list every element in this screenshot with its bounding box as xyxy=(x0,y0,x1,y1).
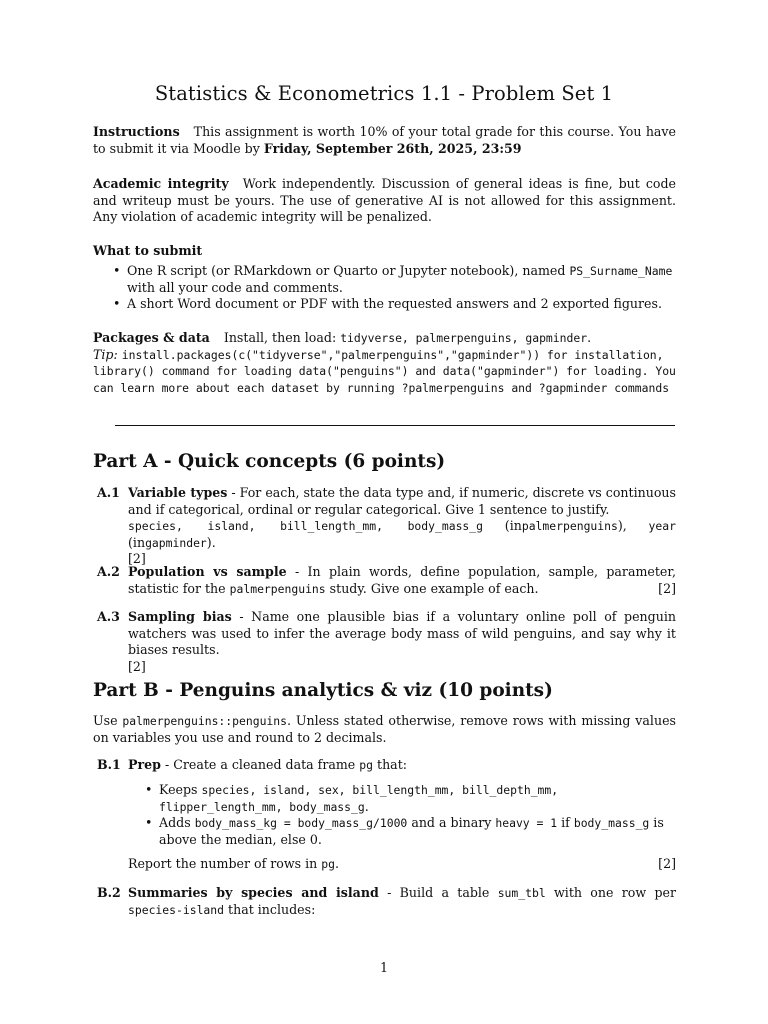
b1-list xyxy=(145,782,676,848)
b1-report-end: . xyxy=(334,856,339,871)
b1-bullet2-text: Adds xyxy=(159,815,191,830)
a1-end: ). xyxy=(206,534,216,550)
submit-list xyxy=(113,263,676,313)
b1-report-text: Report the number of rows in xyxy=(128,856,318,871)
a1-marks: [2] xyxy=(128,551,146,566)
integrity-paragraph xyxy=(93,176,676,226)
submit-item1-text: One R script (or RMarkdown or Quarto or Jupyter notebook), named xyxy=(127,263,566,278)
packages-list: tidyverse, palmerpenguins, gapminder xyxy=(340,331,588,345)
b1-report-pg: pg xyxy=(321,857,335,871)
b1-text-end: that: xyxy=(377,757,407,772)
a1-in2: (in xyxy=(128,534,146,550)
document-title: Statistics & Econometrics 1.1 - Problem Set 1 xyxy=(154,82,614,105)
b1-bullet-adds xyxy=(145,815,676,848)
integrity-heading: Academic integrity xyxy=(93,176,229,191)
a2-body xyxy=(128,564,676,597)
b1-text: - Create a cleaned data frame xyxy=(164,757,356,772)
b2-text: - Build a table xyxy=(387,885,490,900)
b1-bullet1-text: Keeps xyxy=(159,782,198,797)
b1-bullet2-var: body_mass_g xyxy=(573,816,650,830)
a2-text: - In plain words, define population, sample, parameter, statistic for the xyxy=(128,564,677,596)
a1-year: year xyxy=(648,519,676,533)
b1-report xyxy=(128,856,676,873)
b2-title: Summaries by species and island xyxy=(128,885,379,900)
b1-bullet2-heavy: heavy = 1 xyxy=(495,816,558,830)
submit-heading: What to submit xyxy=(93,243,203,258)
submit-item-document xyxy=(113,296,676,313)
part-b-intro xyxy=(93,713,676,746)
a2-number: A.2 xyxy=(97,564,120,579)
part-b-intro-text-end: . Unless stated otherwise, remove rows with missing values on variables you use and round to 2 decimals. xyxy=(93,713,676,745)
b1-bullet2-text-b: and a binary xyxy=(411,815,492,830)
instructions-deadline: Friday, September 26th, 2025, 23:59 xyxy=(263,140,522,156)
a2-title: Population vs sample xyxy=(128,564,287,579)
instructions-text: This assignment is worth 10% of your total grade for this course. You have to submit it via Moodle by xyxy=(93,124,676,156)
b2-number: B.2 xyxy=(97,885,121,900)
instructions-paragraph xyxy=(93,124,676,157)
b2-text-b: with one row per xyxy=(554,885,676,900)
tip-code: install.packages(c("tidyverse","palmerpenguins","gapminder")) for installation, library() command for loading data("penguins") and data("gapminder") for loading. You can learn more about each dataset by running ?palmerpenguins and ?gapminder commands xyxy=(93,347,676,395)
packages-heading: Packages & data xyxy=(93,330,210,345)
instructions-heading: Instructions xyxy=(93,124,180,139)
a3-text: - Name one plausible bias if a voluntary online poll of penguin watchers was used to infer the average body mass of wild penguins, and say why it biases results. xyxy=(128,609,676,657)
a2-text-end: study. Give one example of each. xyxy=(329,580,539,596)
b1-bullet-keeps xyxy=(145,782,676,815)
submit-item1-text-end: with all your code and comments. xyxy=(127,279,343,295)
b2-body xyxy=(128,885,676,918)
section-divider xyxy=(115,425,675,426)
b1-bullet2-formula: body_mass_kg = body_mass_g/1000 xyxy=(194,816,408,830)
a2-marks: [2] xyxy=(658,580,676,596)
b2-text-end: that includes: xyxy=(228,901,316,917)
part-b-dataset: palmerpenguins::penguins xyxy=(122,714,288,728)
a3-number: A.3 xyxy=(97,609,120,624)
a1-number: A.1 xyxy=(97,485,120,500)
b1-bullet1-end: . xyxy=(364,798,369,814)
submit-item1-filename: PS_Surname_Name xyxy=(569,264,673,278)
a1-package: palmerpenguins xyxy=(521,519,618,533)
packages-paragraph xyxy=(93,330,676,396)
b2-sum-tbl: sum_tbl xyxy=(497,886,546,900)
a1-body xyxy=(128,485,676,568)
a2-package: palmerpenguins xyxy=(229,581,326,596)
submit-item-script xyxy=(113,263,676,296)
b1-bullet2-text-d: is above the median, else 0. xyxy=(159,815,664,847)
b1-title: Prep xyxy=(128,757,161,772)
a1-mid: ), xyxy=(617,518,627,533)
part-b-heading: Part B - Penguins analytics & viz (10 points) xyxy=(93,680,553,701)
part-a-heading: Part A - Quick concepts (6 points) xyxy=(93,451,446,472)
b1-body xyxy=(128,757,676,774)
submit-item2-text: A short Word document or PDF with the requested answers and 2 exported figures. xyxy=(127,296,662,311)
a3-title: Sampling bias xyxy=(128,609,232,624)
b1-marks: [2] xyxy=(658,856,676,871)
a1-gapminder: gapminder xyxy=(145,535,207,550)
a1-title: Variable types xyxy=(128,485,228,500)
a1-in1: (in xyxy=(504,518,522,533)
b2-species-island: species-island xyxy=(128,902,225,917)
a1-variables: species, island, bill_length_mm, body_mass_g xyxy=(128,519,484,533)
b1-bullet1-columns: species, island, sex, bill_length_mm, bill_depth_mm, flipper_length_mm, body_mass_g xyxy=(159,783,559,814)
b1-bullet2-text-c: if xyxy=(561,815,570,830)
b1-pg: pg xyxy=(359,758,373,772)
tip-label: Tip: xyxy=(93,346,118,362)
packages-text: Install, then load: xyxy=(223,330,337,345)
integrity-text: Work independently. Discussion of general ideas is fine, but code and writeup must be yours. The use of generative AI is not allowed for this assignment. Any violation of academic integrity will be penalized. xyxy=(93,176,676,224)
packages-text-end: . xyxy=(587,330,592,345)
page-number: 1 xyxy=(379,960,388,975)
part-b-intro-text: Use xyxy=(93,713,118,728)
a3-body xyxy=(128,609,676,675)
a1-text: - For each, state the data type and, if numeric, discrete vs continuous and if categorical, ordinal or regular categorical. Give 1 sentence to justify. xyxy=(128,485,676,517)
a3-marks: [2] xyxy=(128,658,146,674)
b1-number: B.1 xyxy=(97,757,121,772)
